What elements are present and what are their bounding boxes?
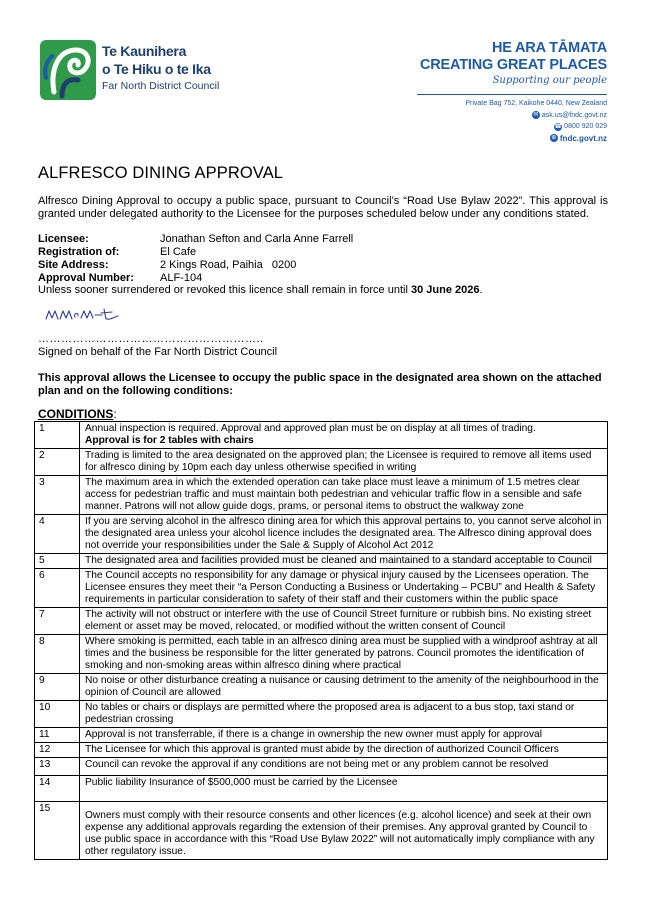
condition-text: The maximum area in which the extended operation can take place must leave a minimum of 1.5 metres clear access for pedestrian traffic and must maintain both pedestrian and vehicular traffic flow in a sensible and safe manner. Patrons will not allow guide dogs, prams, or personal items to obstruct the walkway zone bbox=[85, 477, 582, 512]
contact-web-row bbox=[407, 133, 607, 145]
condition-row bbox=[35, 674, 608, 701]
detail-label: Licensee: bbox=[38, 233, 89, 245]
detail-value: El Cafe bbox=[160, 246, 197, 258]
condition-text: No tables or chairs or displays are permitted where the proposed area is adjacent to a bus stop, taxi stand or pedestrian crossing bbox=[85, 702, 575, 725]
condition-text: If you are serving alcohol in the alfresco dining area for which this approval pertains to, you cannot serve alcohol in the designated area unless your alcohol licence includes the designated area. The Alfresco dining approval does not override your responsibilities under the Sale & Supply of Alcohol Act 2012 bbox=[85, 516, 602, 551]
condition-row bbox=[35, 422, 608, 449]
condition-text: Council can revoke the approval if any conditions are not being met or any problem cannot be resolved bbox=[85, 759, 549, 770]
logo-line-2: o Te Hiku o te Ika bbox=[102, 61, 211, 77]
condition-text-cell bbox=[80, 743, 608, 758]
contact-phone: 0800 920 029 bbox=[564, 123, 607, 130]
condition-number: 5 bbox=[35, 554, 80, 569]
condition-number: 9 bbox=[35, 674, 80, 701]
condition-number: 11 bbox=[35, 728, 80, 743]
condition-text-cell bbox=[80, 569, 608, 608]
condition-text-cell bbox=[80, 476, 608, 515]
condition-row bbox=[35, 554, 608, 569]
tagline-sub: Supporting our people bbox=[492, 75, 607, 86]
condition-text: Annual inspection is required. Approval and approved plan must be on display at all times of trading. bbox=[85, 423, 536, 434]
detail-site-address bbox=[38, 259, 353, 272]
detail-licensee bbox=[38, 233, 353, 246]
handwritten-signature bbox=[44, 303, 124, 325]
email-icon: ✉ bbox=[533, 112, 539, 119]
detail-value: Jonathan Sefton and Carla Anne Farrell bbox=[160, 233, 354, 245]
contact-email[interactable]: ask.us@fndc.govt.nz bbox=[541, 111, 607, 119]
contact-address: Private Bag 752, Kaikohe 0440, New Zealand bbox=[465, 100, 607, 107]
logo-line-1: Te Kaunihera bbox=[102, 43, 187, 59]
contact-phone-row bbox=[407, 121, 607, 133]
condition-row bbox=[35, 776, 608, 802]
condition-number: 1 bbox=[35, 422, 80, 449]
condition-row bbox=[35, 608, 608, 635]
condition-text: The designated area and facilities provided must be cleaned and maintained to a standard acceptable to Council bbox=[85, 555, 592, 566]
logo-line-3: Far North District Council bbox=[102, 80, 220, 92]
condition-number: 15 bbox=[35, 802, 80, 860]
phone-icon: ☎ bbox=[554, 123, 562, 130]
validity-suffix: . bbox=[479, 284, 483, 296]
conditions-heading-text: CONDITIONS bbox=[38, 407, 114, 421]
tagline-english: CREATING GREAT PLACES bbox=[420, 57, 607, 73]
tagline-maori: HE ARA TĀMATA bbox=[492, 40, 607, 56]
conditions-heading bbox=[38, 407, 117, 421]
condition-number: 14 bbox=[35, 776, 80, 802]
condition-row bbox=[35, 701, 608, 728]
condition-row bbox=[35, 476, 608, 515]
contact-address-row bbox=[407, 98, 607, 110]
condition-number: 10 bbox=[35, 701, 80, 728]
council-logo bbox=[40, 40, 220, 102]
condition-text: Where smoking is permitted, each table in an alfresco dining area must be supplied with a windproof ashtray at all times and the business be responsible for the litter generated by patrons. Council promotes the identification of smoking and non-smoking areas within alfresco dining where practical bbox=[85, 636, 598, 671]
condition-text: The Licensee for which this approval is granted must abide by the direction of authorized Council Officers bbox=[85, 744, 559, 755]
condition-row bbox=[35, 635, 608, 674]
condition-row bbox=[35, 728, 608, 743]
intro-paragraph: Alfresco Dining Approval to occupy a public space, pursuant to Council’s “Road Use Bylaw 2022”. This approval is granted under delegated authority to the Licensee for the purposes scheduled below under any conditions stated. bbox=[38, 195, 608, 220]
condition-text-cell bbox=[80, 758, 608, 776]
condition-text-cell bbox=[80, 701, 608, 728]
condition-text: Public liability Insurance of $500,000 must be carried by the Licensee bbox=[85, 777, 398, 788]
condition-text: The Council accepts no responsibility for any damage or physical injury caused by the Licensees operation. The Licensee ensures they meet their “a Person Conducting a Business or Undertaking – PCBU” and Health & Safety requirements in particular consideration to safety of their staff and their customers within the public space bbox=[85, 570, 596, 605]
condition-text-cell bbox=[80, 728, 608, 743]
detail-value: 2 Kings Road, Paihia 0200 bbox=[160, 259, 297, 271]
signature-line: ………………………………………………….. bbox=[38, 333, 264, 345]
approval-scope: This approval allows the Licensee to occupy the public space in the designated area shown on the attached plan and on the following conditions: bbox=[38, 372, 602, 397]
condition-number: 7 bbox=[35, 608, 80, 635]
condition-text: Owners must comply with their resource consents and other licences (e.g. alcohol licence) and seek at their own expense any additional approvals regarding the extension of their premises. Any approval granted by Council to use public space in accordance with this “Road Use Bylaw 2022” will not automatically imply compliance with any other regulatory issue. bbox=[85, 810, 595, 857]
condition-text-cell bbox=[80, 554, 608, 569]
condition-text: Approval is not transferrable, if there is a change in ownership the new owner must apply for approval bbox=[85, 729, 542, 740]
document-title: ALFRESCO DINING APPROVAL bbox=[38, 164, 284, 182]
conditions-table-body bbox=[35, 422, 608, 860]
tagline-block bbox=[407, 40, 607, 88]
conditions-table bbox=[34, 421, 608, 860]
condition-text-cell bbox=[80, 802, 608, 860]
detail-label: Registration of: bbox=[38, 246, 120, 258]
condition-text-cell bbox=[80, 449, 608, 476]
condition-number: 13 bbox=[35, 758, 80, 776]
condition-row bbox=[35, 802, 608, 860]
contact-block bbox=[407, 98, 607, 144]
condition-text-cell bbox=[80, 422, 608, 449]
licence-details bbox=[38, 233, 353, 285]
condition-number: 12 bbox=[35, 743, 80, 758]
condition-row bbox=[35, 449, 608, 476]
detail-value: ALF-104 bbox=[160, 272, 203, 284]
condition-text-cell bbox=[80, 608, 608, 635]
signed-on-behalf: Signed on behalf of the Far North District Council bbox=[38, 346, 278, 358]
condition-row bbox=[35, 758, 608, 776]
condition-row bbox=[35, 569, 608, 608]
condition-text: No noise or other disturbance creating a nuisance or causing detriment to the amenity of the neighbourhood in the opinion of Council are allowed bbox=[85, 675, 599, 698]
condition-text: The activity will not obstruct or interfere with the use of Council Street furniture or rubbish bins. No existing street element or asset may be moved, relocated, or modified without the written consent of Council bbox=[85, 609, 592, 632]
condition-number: 6 bbox=[35, 569, 80, 608]
condition-bold-note: Approval is for 2 tables with chairs bbox=[85, 435, 254, 446]
council-logo-text bbox=[102, 42, 242, 94]
validity-prefix: Unless sooner surrendered or revoked this licence shall remain in force until bbox=[38, 284, 411, 296]
condition-text-cell bbox=[80, 674, 608, 701]
contact-email-row bbox=[407, 110, 607, 122]
condition-text-cell bbox=[80, 635, 608, 674]
validity-date: 30 June 2026 bbox=[410, 284, 480, 296]
condition-text-cell bbox=[80, 776, 608, 802]
validity-statement bbox=[38, 284, 483, 297]
detail-label: Site Address: bbox=[38, 259, 109, 271]
condition-number: 8 bbox=[35, 635, 80, 674]
condition-number: 2 bbox=[35, 449, 80, 476]
koru-logo-icon bbox=[40, 40, 96, 100]
condition-row bbox=[35, 743, 608, 758]
condition-number: 4 bbox=[35, 515, 80, 554]
contact-web[interactable]: fndc.govt.nz bbox=[559, 133, 607, 143]
condition-number: 3 bbox=[35, 476, 80, 515]
condition-text: Trading is limited to the area designated on the approved plan; the Licensee is required to remove all items used for alfresco dining by 10pm each day unless otherwise specified in writing bbox=[85, 450, 592, 473]
detail-label: Approval Number: bbox=[38, 272, 134, 284]
condition-row bbox=[35, 515, 608, 554]
conditions-heading-colon: : bbox=[113, 407, 117, 421]
condition-text-cell bbox=[80, 515, 608, 554]
detail-registration bbox=[38, 246, 353, 259]
header-divider bbox=[417, 94, 607, 95]
globe-icon: ⊕ bbox=[551, 135, 557, 142]
